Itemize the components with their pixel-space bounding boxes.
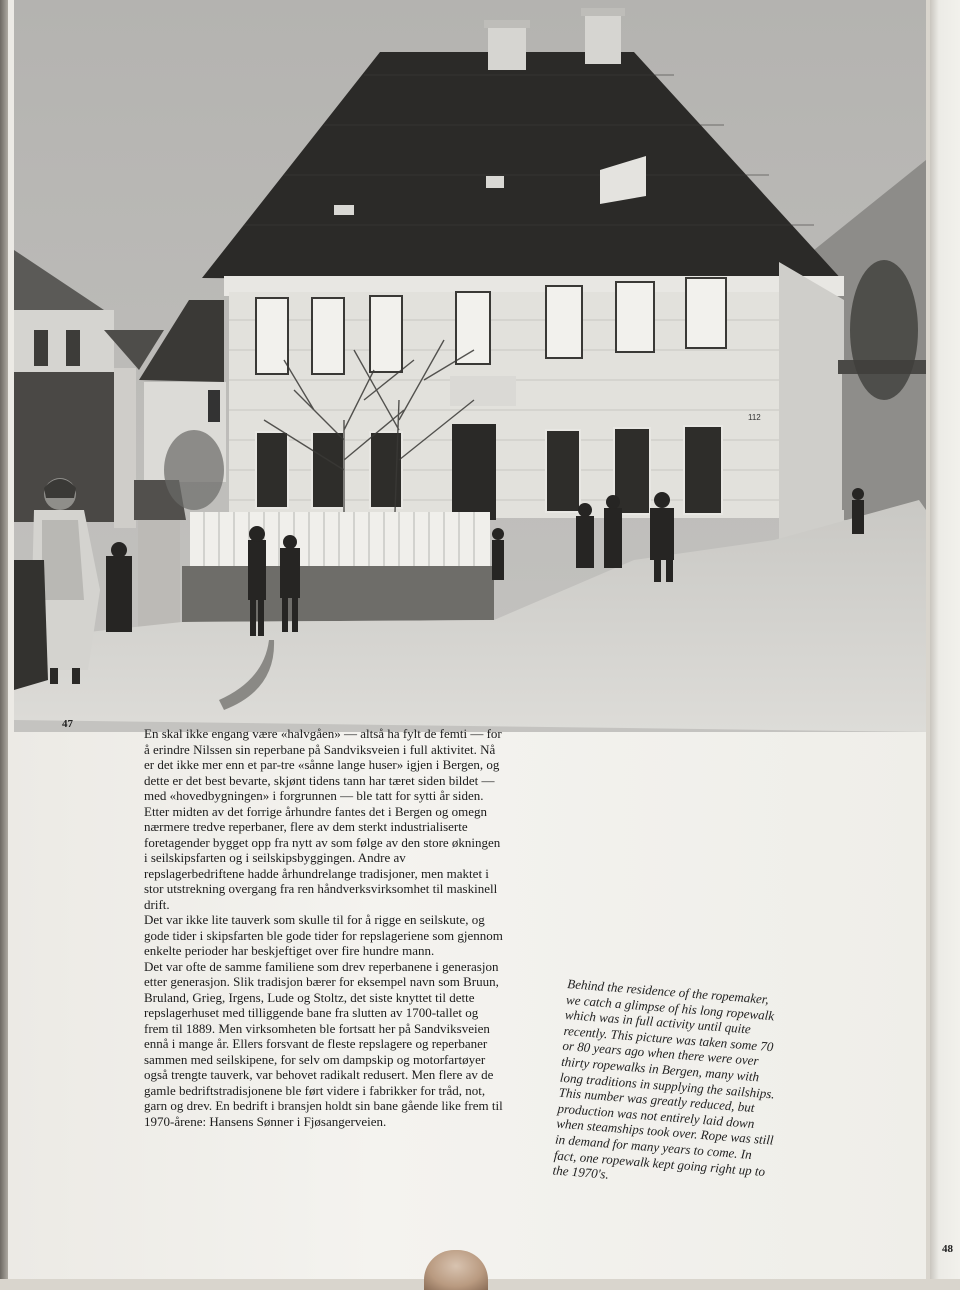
paragraph-1: En skal ikke engang være «halvgåen» — altså ha fylt de femti — for å erindre Nilssen sin reperbane på Sandviksveien i full aktivitet. Nå er det ikke mer enn et par-tre «sånne lange huser» igjen i Bergen, og dette er det best bevarte, skjønt tidens tann har tæret siden bildet — med «hovedbygningen» i forgrunnen — ble tatt for sytti år siden. (144, 726, 502, 803)
english-caption (552, 976, 785, 1195)
caption-text: Behind the residence of the ropemaker, we catch a glimpse of his long ropewalk which was in full activity until quite recently. This picture was taken some 70 or 80 years ago when there were over thirty ropewalks in Bergen, many with long traditions in supplying the sailships. This number was greatly reduced, but production was not entirely laid down when steamships took over. Rope was still in demand for many years to come. In fact, one ropewalk kept going right up to the 1970's. (552, 976, 776, 1182)
house-number: 112 (748, 413, 761, 422)
page-number-left: 47 (62, 718, 73, 730)
norwegian-article-text (144, 726, 504, 1129)
paragraph-4: Det var ofte de samme familiene som drev reperbanene i generasjon etter generasjon. Slik tradisjon bærer for eksempel navn som Bruun, Bruland, Grieg, Irgens, Lude og Stoltz, det siste knyttet til dette repslagerhuset med tilliggende bane fra slutten av 1700-tallet og frem til 1889. Men virksomheten ble fortsatt her på Sandviksveien ennå i mange år. Ellers forsvant de fleste repslagere og reperbaner sammen med seilskipene, for selv om dampskip og motorfartøyer også trengte tauverk, var behovet radikalt redusert. Men flere av de gamle bedriftstradisjonene ble ført videre i fabrikker for tråd, not, garn og drev. En bedrift i bransjen holdt sin bane gående like frem til 1970-årene: Hansens Sønner i Fjøsangerveien. (144, 958, 503, 1129)
page-number-right: 48 (942, 1243, 953, 1255)
paragraph-2: Etter midten av det forrige århundre fantes det i Bergen og omegn nærmere tredve reperbaner, flere av dem sterkt industrialiserte foretagender bygget opp fra nytt av som følge av den store økningen i seilskipsfarten og i seilskipsbyggingen. Andre av repslagerbedriftene hadde århundrelange tradisjoner, men maktet i stor utstrekning overgang fra ren håndverksvirksomhet til maskinell drift. (144, 803, 501, 912)
historic-photograph (14, 0, 926, 732)
paragraph-3: Det var ikke lite tauverk som skulle til for å rigge en seilskute, og gode tider i skipsfarten ble gode tider for repslageriene som gjennom enkelte perioder har beskjeftiget over fire hundre mann. (144, 912, 503, 958)
photo-illustration (14, 0, 926, 732)
next-page-edge (930, 0, 960, 1279)
